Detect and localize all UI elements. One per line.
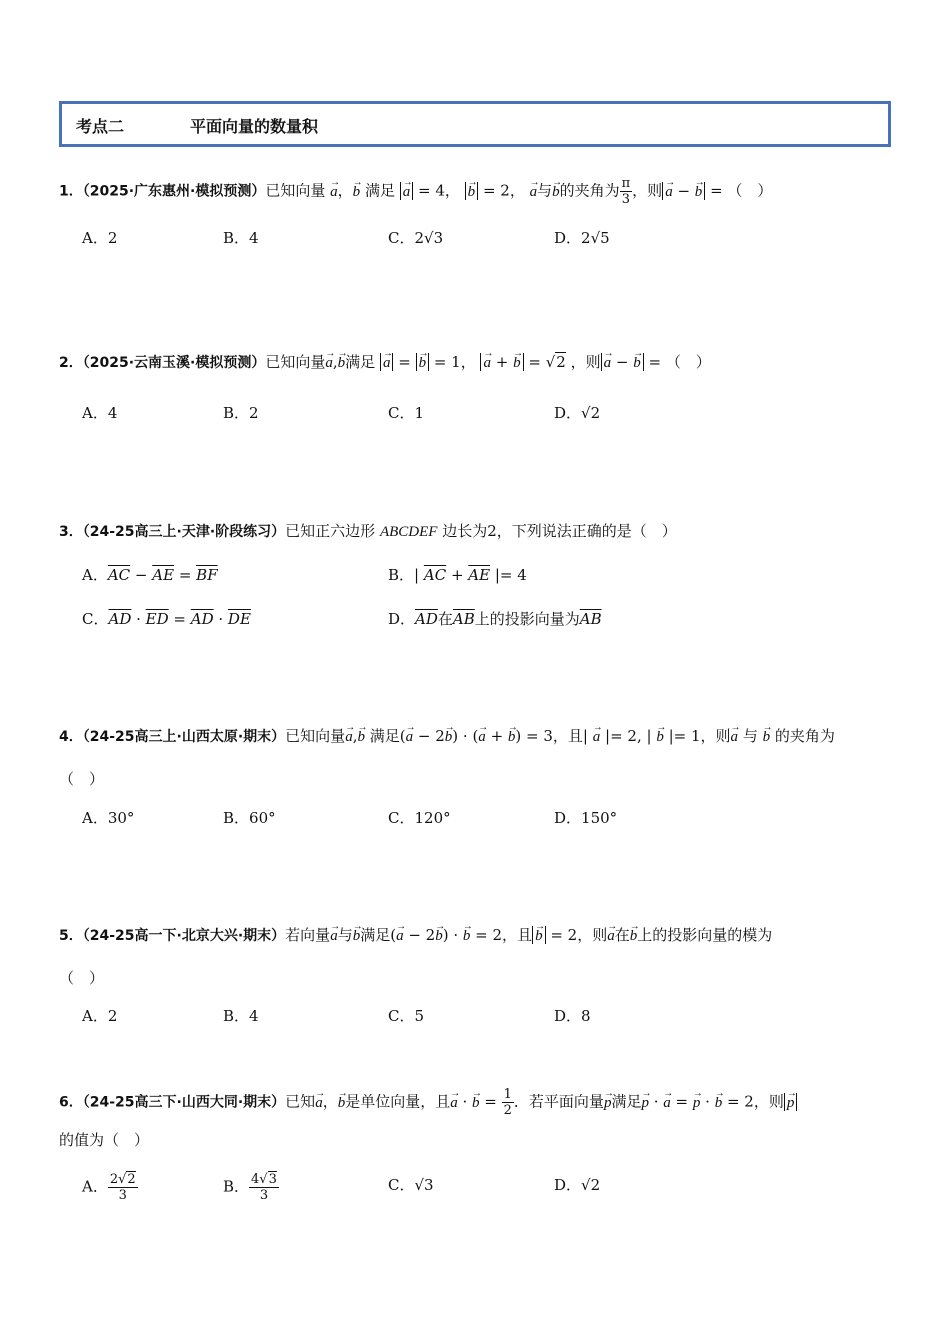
option-d[interactable]: D．$\overline{AD}$在$\overline{AB}$上的投影向量为$\overline{AB}$ <box>388 610 602 628</box>
option-b[interactable]: B．| $\overline{AC} + \overline{AE}$ |= 4 <box>388 566 527 584</box>
option-a[interactable]: A． $\frac{2√2}{3}$ <box>82 1172 136 1203</box>
question-2: 2．（2025·云南玉溪·模拟预测）已知向量a →,b →满足 a → = b → = 1， a → + b → = √2 ，则 a → − b → = （ ） <box>59 352 711 373</box>
option-d[interactable]: D．8 <box>554 1007 591 1025</box>
option-d[interactable]: D．√2 <box>554 404 601 422</box>
question-5-paren: （ ） <box>59 969 105 987</box>
option-b[interactable]: B． $\frac{4√3}{3}$ <box>223 1172 277 1203</box>
option-c[interactable]: C．$\overline{AD} \cdot \overline{ED} = \overline{AD} \cdot \overline{DE}$ <box>82 610 251 628</box>
option-a[interactable]: A．2 <box>82 229 118 247</box>
question-1: 1．（2025·广东惠州·模拟预测）已知向量 a →，b → 满足 a → = 4， b → = 2， a →与b →的夹角为 $\frac{\pi}{3}$ ，则 a → − b → = （ ） <box>59 176 772 207</box>
option-d[interactable]: D．√2 <box>554 1176 601 1194</box>
question-4-paren: （ ） <box>59 770 105 788</box>
option-c[interactable]: C．1 <box>388 404 425 422</box>
question-4: 4．（24-25高三上·山西太原·期末）已知向量a →,b → 满足(a → − 2b →) · (a → + b →) = 3，且| a → |= 2, | b → |= 1，则a → 与 b → 的夹角为 <box>59 726 835 747</box>
option-c[interactable]: C．5 <box>388 1007 425 1025</box>
option-a[interactable]: A．2 <box>82 1007 118 1025</box>
option-b[interactable]: B．60° <box>223 809 276 827</box>
option-a[interactable]: A．$\overline{AC} - \overline{AE} = \overline{BF}$ <box>82 566 218 584</box>
option-b[interactable]: B．2 <box>223 404 259 422</box>
section-header <box>59 101 891 147</box>
section-title: 平面向量的数量积 <box>190 117 319 136</box>
section-label: 考点二 <box>76 117 125 136</box>
option-c[interactable]: C．√3 <box>388 1176 434 1194</box>
question-5: 5．（24-25高一下·北京大兴·期末）若向量a →与b →满足(a → − 2b →) · b → = 2，且 b → = 2，则a →在b →上的投影向量的模为 <box>59 925 772 946</box>
option-b[interactable]: B．4 <box>223 1007 259 1025</box>
option-d[interactable]: D．2√5 <box>554 229 610 247</box>
option-c[interactable]: C．120° <box>388 809 451 827</box>
option-b[interactable]: B．4 <box>223 229 259 247</box>
question-3: 3．（24-25高三上·天津·阶段练习）已知正六边形 ABCDEF 边长为2，下列说法正确的是（ ） <box>59 522 677 540</box>
option-d[interactable]: D．150° <box>554 809 618 827</box>
question-6-cont: 的值为（ ） <box>59 1131 150 1149</box>
question-6: 6．（24-25高三下·山西大同·期末）已知a →，b →是单位向量，且a → · b → = $\frac{1}{2}$ ．若平面向量p →满足p → · a → = p → · b → = 2，则 p → <box>59 1087 797 1118</box>
option-a[interactable]: A．4 <box>82 404 118 422</box>
option-a[interactable]: A．30° <box>82 809 135 827</box>
option-c[interactable]: C．2√3 <box>388 229 444 247</box>
